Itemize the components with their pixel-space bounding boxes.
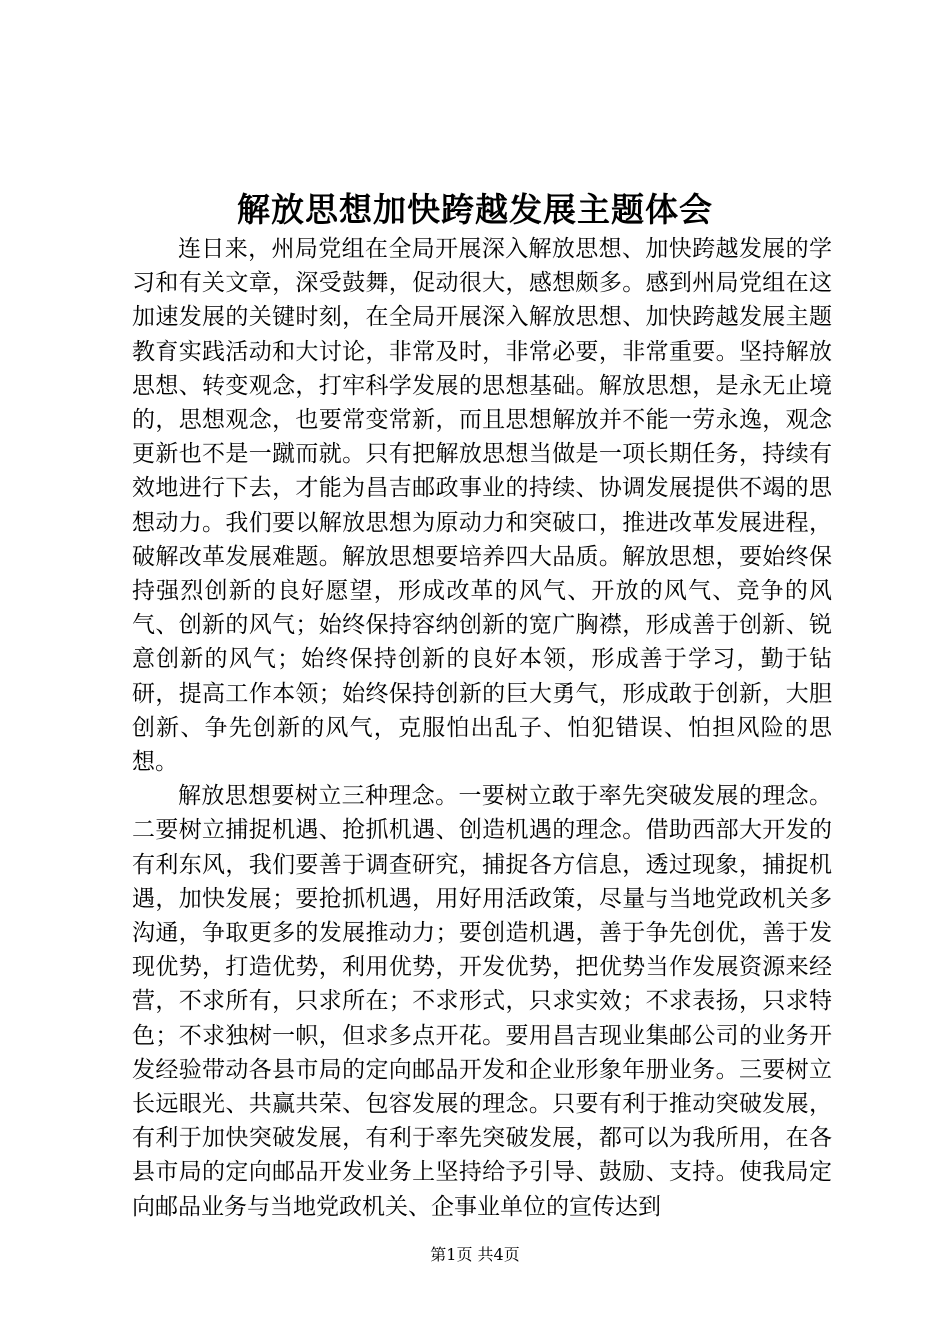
page-footer <box>0 1244 950 1266</box>
paragraph-2: 解放思想要树立三种理念。一要树立敢于率先突破发展的理念。二要树立捕捉机遇、抢抓机遇、创造机遇的理念。借助西部大开发的有利东风，我们要善于调查研究，捕捉各方信息，透过现象，捕捉机遇，加快发展；要抢抓机遇，用好用活政策，尽量与当地党政机关多沟通，争取更多的发展推动力；要创造机遇，善于争先创优，善于发现优势，打造优势，利用优势，开发优势，把优势当作发展资源来经营，不求所有，只求所在；不求形式，只求实效；不求表扬，只求特色；不求独树一帜，但求多点开花。要用昌吉现业集邮公司的业务开发经验带动各县市局的定向邮品开发和企业形象年册业务。三要树立长远眼光、共赢共荣、包容发展的理念。只要有利于推动突破发展，有利于加快突破发展，有利于率先突破发展，都可以为我所用，在各县市局的定向邮品开发业务上坚持给予引导、鼓励、支持。使我局定向邮品业务与当地党政机关、企事业单位的宣传达到 <box>132 783 832 1220</box>
paragraph-1: 连日来，州局党组在全局开展深入解放思想、加快跨越发展的学习和有关文章，深受鼓舞，促动很大，感想颇多。感到州局党组在这加速发展的关键时刻，在全局开展深入解放思想、加快跨越发展主题教育实践活动和大讨论，非常及时，非常必要，非常重要。坚持解放思想、转变观念，打牢科学发展的思想基础。解放思想，是永无止境的，思想观念，也要常变常新，而且思想解放并不能一劳永逸，观念更新也不是一蹴而就。只有把解放思想当做是一项长期任务，持续有效地进行下去，才能为昌吉邮政事业的持续、协调发展提供不竭的思想动力。我们要以解放思想为原动力和突破口，推进改革发展进程，破解改革发展难题。解放思想要培养四大品质。解放思想，要始终保持强烈创新的良好愿望，形成改革的风气、开放的风气、竞争的风气、创新的风气；始终保持容纳创新的宽广胸襟，形成善于创新、锐意创新的风气；始终保持创新的良好本领，形成善于学习，勤于钻研，提高工作本领；始终保持创新的巨大勇气，形成敢于创新，大胆创新、争先创新的风气，克服怕出乱子、怕犯错误、怕担风险的思想。 <box>132 236 832 776</box>
page-indicator: 第1页 共4页 <box>430 1245 520 1264</box>
document-body <box>132 232 832 1224</box>
document-title: 解放思想加快跨越发展主题体会 <box>237 190 713 229</box>
